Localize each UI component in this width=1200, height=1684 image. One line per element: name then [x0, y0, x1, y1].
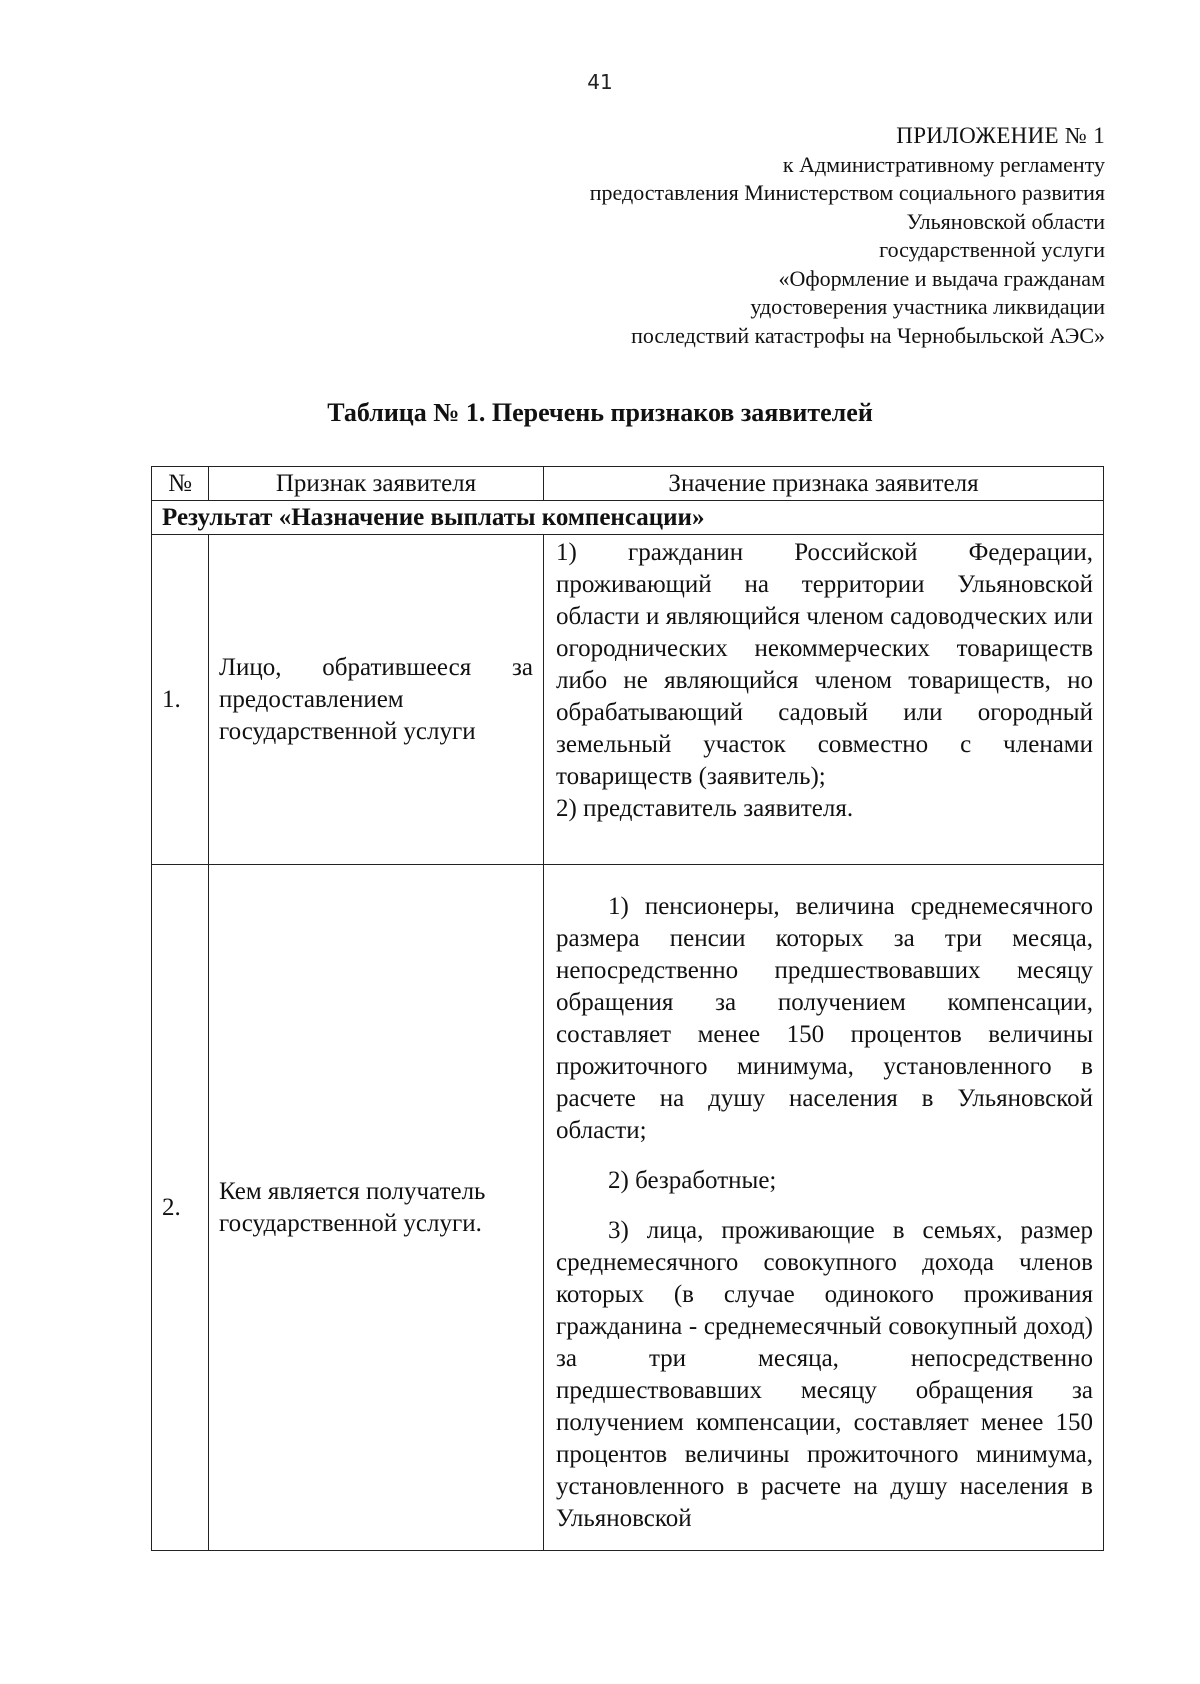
- value-item: 3) лица, проживающие в семьях, размер среднемесячного совокупного дохода членов которых (в случае одинокого проживания гражданина - среднемесячный совокупный доход) за три месяца, непосредственно предшествовавших месяцу обращения за получением компенсации, составляет менее 150 процентов величины прожиточного минимума, установленного в расчете на душу населения в Ульяновской: [556, 1217, 1093, 1532]
- appendix-line: последствий катастрофы на Чернобыльской АЭС»: [631, 322, 1105, 348]
- value-item: 2) представитель заявителя.: [556, 795, 854, 822]
- column-header-sign: Признак заявителя: [209, 467, 544, 501]
- table-header-row: [152, 467, 1104, 501]
- appendix-line: к Административному регламенту: [782, 151, 1105, 177]
- value-item: 1) гражданин Российской Федерации, проживающий на территории Ульяновской области и являющийся членом садоводческих или огороднических некоммерческих товариществ либо не являющийся членом товариществ, но обрабатывающий садовый или огородный земельный участок совместно с членами товариществ (заявитель);: [556, 539, 1093, 790]
- column-header-number: №: [152, 467, 209, 501]
- appendix-line: «Оформление и выдача гражданам: [778, 265, 1105, 291]
- value-item: 2) безработные;: [608, 1167, 777, 1194]
- row-value: [544, 535, 1104, 865]
- result-label: Результат «Назначение выплаты компенсации»: [152, 501, 1104, 535]
- value-item: 1) пенсионеры, величина среднемесячного размера пенсии которых за три месяца, непосредственно предшествовавших месяцу обращения за получением компенсации, составляет менее 150 процентов величины прожиточного минимума, установленного в расчете на душу населения в Ульяновской области;: [556, 893, 1093, 1144]
- row-number: 2.: [152, 865, 209, 1551]
- column-header-value: Значение признака заявителя: [544, 467, 1104, 501]
- table-row: [152, 865, 1104, 1551]
- appendix-header: [345, 122, 1105, 350]
- row-value: [544, 865, 1104, 1551]
- appendix-line: удостоверения участника ликвидации: [750, 294, 1105, 319]
- appendix-line: государственной услуги: [879, 237, 1105, 262]
- appendix-title: ПРИЛОЖЕНИЕ № 1: [896, 123, 1105, 148]
- table-row: [152, 535, 1104, 865]
- row-number: 1.: [152, 535, 209, 865]
- appendix-line: предоставления Министерством социального развития: [589, 180, 1105, 205]
- appendix-line: Ульяновской области: [906, 208, 1105, 234]
- row-sign: Кем является получатель государственной услуги.: [209, 865, 544, 1551]
- result-row: [152, 501, 1104, 535]
- applicant-signs-table: [151, 466, 1104, 1551]
- page-number: 41: [587, 70, 613, 94]
- row-sign: Лицо, обратившееся за предоставлением государственной услуги: [209, 535, 544, 865]
- table-title: Таблица № 1. Перечень признаков заявителей: [327, 398, 873, 427]
